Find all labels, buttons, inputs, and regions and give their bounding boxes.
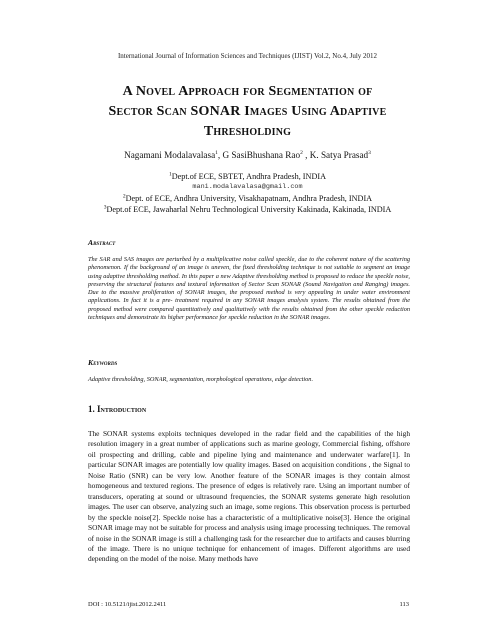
- affiliation-2: [0, 193, 495, 204]
- abstract-heading: Abstract: [88, 238, 116, 247]
- author-1: Nagamani Modalavalasa: [124, 150, 216, 160]
- author-list: [0, 150, 495, 160]
- affiliation-1: [0, 171, 495, 182]
- affiliation-2-text: Dept. of ECE, Andhra University, Visakhapatnam, Andhra Pradesh, INDIA: [125, 194, 373, 203]
- affiliation-1-sup: 1: [169, 171, 172, 178]
- keywords-text: Adaptive thresholding, SONAR, segmentation, morphological operations, edge detection.: [88, 376, 314, 383]
- author-2: , G SasiBhushana Rao: [217, 150, 301, 160]
- keywords-heading: Keywords: [88, 358, 118, 367]
- page-number: 113: [399, 601, 409, 608]
- title-line-3: Thresholding: [203, 124, 292, 139]
- introduction-text: The SONAR systems exploits techniques developed in the radar field and the capabilities of the high resolution imagery in a great number of applications such as marine geology, Commercial fishing, offshore oil prospecting and drilling, cable and pipeline lying and maintenance and underwater warfare[1]. In particular SONAR images are potentially low quality images. Based on acquisition conditions , the Signal to Noise Ratio (SNR) can be very low. Another feature of the SONAR images is they contain almost homogeneous and textured regions. The presence of edges is relatively rare. Using an important number of transducers, operating at sound or ultrasound frequencies, the SONAR systems generate high resolution images. The user can observe, analyzing such an image, some regions. This observation process is perturbed by the speckle noise[2]. Speckle noise has a characteristic of a multiplicative noise[3]. Hence the original SONAR image may not be suitable for process and analysis using image processing techniques. The removal of noise in the SONAR image is still a challenging task for the researcher due to artifacts and causes blurring of the image. There is no unique technique for enhancement of images. Different algorithms are used depending on the model of the noise. Many methods have: [88, 429, 410, 564]
- footer-doi: DOI : 10.5121/ijist.2012.2411: [88, 601, 167, 608]
- abstract-text: The SAR and SAS images are perturbed by a multiplicative noise called speckle, due to the coherent nature of the scattering phenomenon. If the background of an image is uneven, the fixed thresholding technique is not suitable to segment an image using adaptive thresholding method. In this paper a new Adaptive thresholding method is proposed to reduce the speckle noise, preserving the structural features and textural information of Sector Scan SONAR (Sound Navigation and Ranging) images. Due to the massive proliferation of SONAR images, the proposed method is very appealing in under water environment applications. In fact it is a pre- treatment required in any SONAR images analysis system. The results obtained from the proposed method were compared quantitatively and qualitatively with the results obtained from the other speckle reduction techniques and demonstrate its higher performance for speckle reduction in the SONAR images.: [88, 256, 410, 322]
- affiliation-3: [0, 204, 495, 215]
- affiliation-3-sup: 3: [103, 204, 107, 211]
- affiliation-3-text: Dept.of ECE, Jawaharlal Nehru Technological University Kakinada, Kakinada, INDIA: [106, 205, 392, 214]
- introduction-heading: 1. Introduction: [88, 404, 147, 414]
- affiliation-2-sup: 2: [122, 193, 126, 200]
- journal-header: International Journal of Information Sciences and Techniques (IJIST) Vol.2, No.4, July 2012: [117, 52, 378, 60]
- paper-title: [60, 82, 435, 142]
- affiliation-1-text: Dept.of ECE, SBTET, Andhra Pradesh, INDIA: [171, 172, 326, 181]
- author-1-sup: 1: [215, 149, 218, 156]
- author-3-sup: 3: [368, 149, 371, 156]
- author-3: , K. Satya Prasad: [302, 150, 369, 160]
- author-2-sup: 2: [300, 149, 303, 156]
- title-line-1: A Novel Approach for Segmentation of: [122, 84, 373, 99]
- title-line-2: Sector Scan SONAR Images Using Adaptive: [108, 104, 387, 119]
- author-email[interactable]: mani.modalavalasa@gmail.com: [192, 183, 303, 191]
- affiliations: [0, 171, 495, 215]
